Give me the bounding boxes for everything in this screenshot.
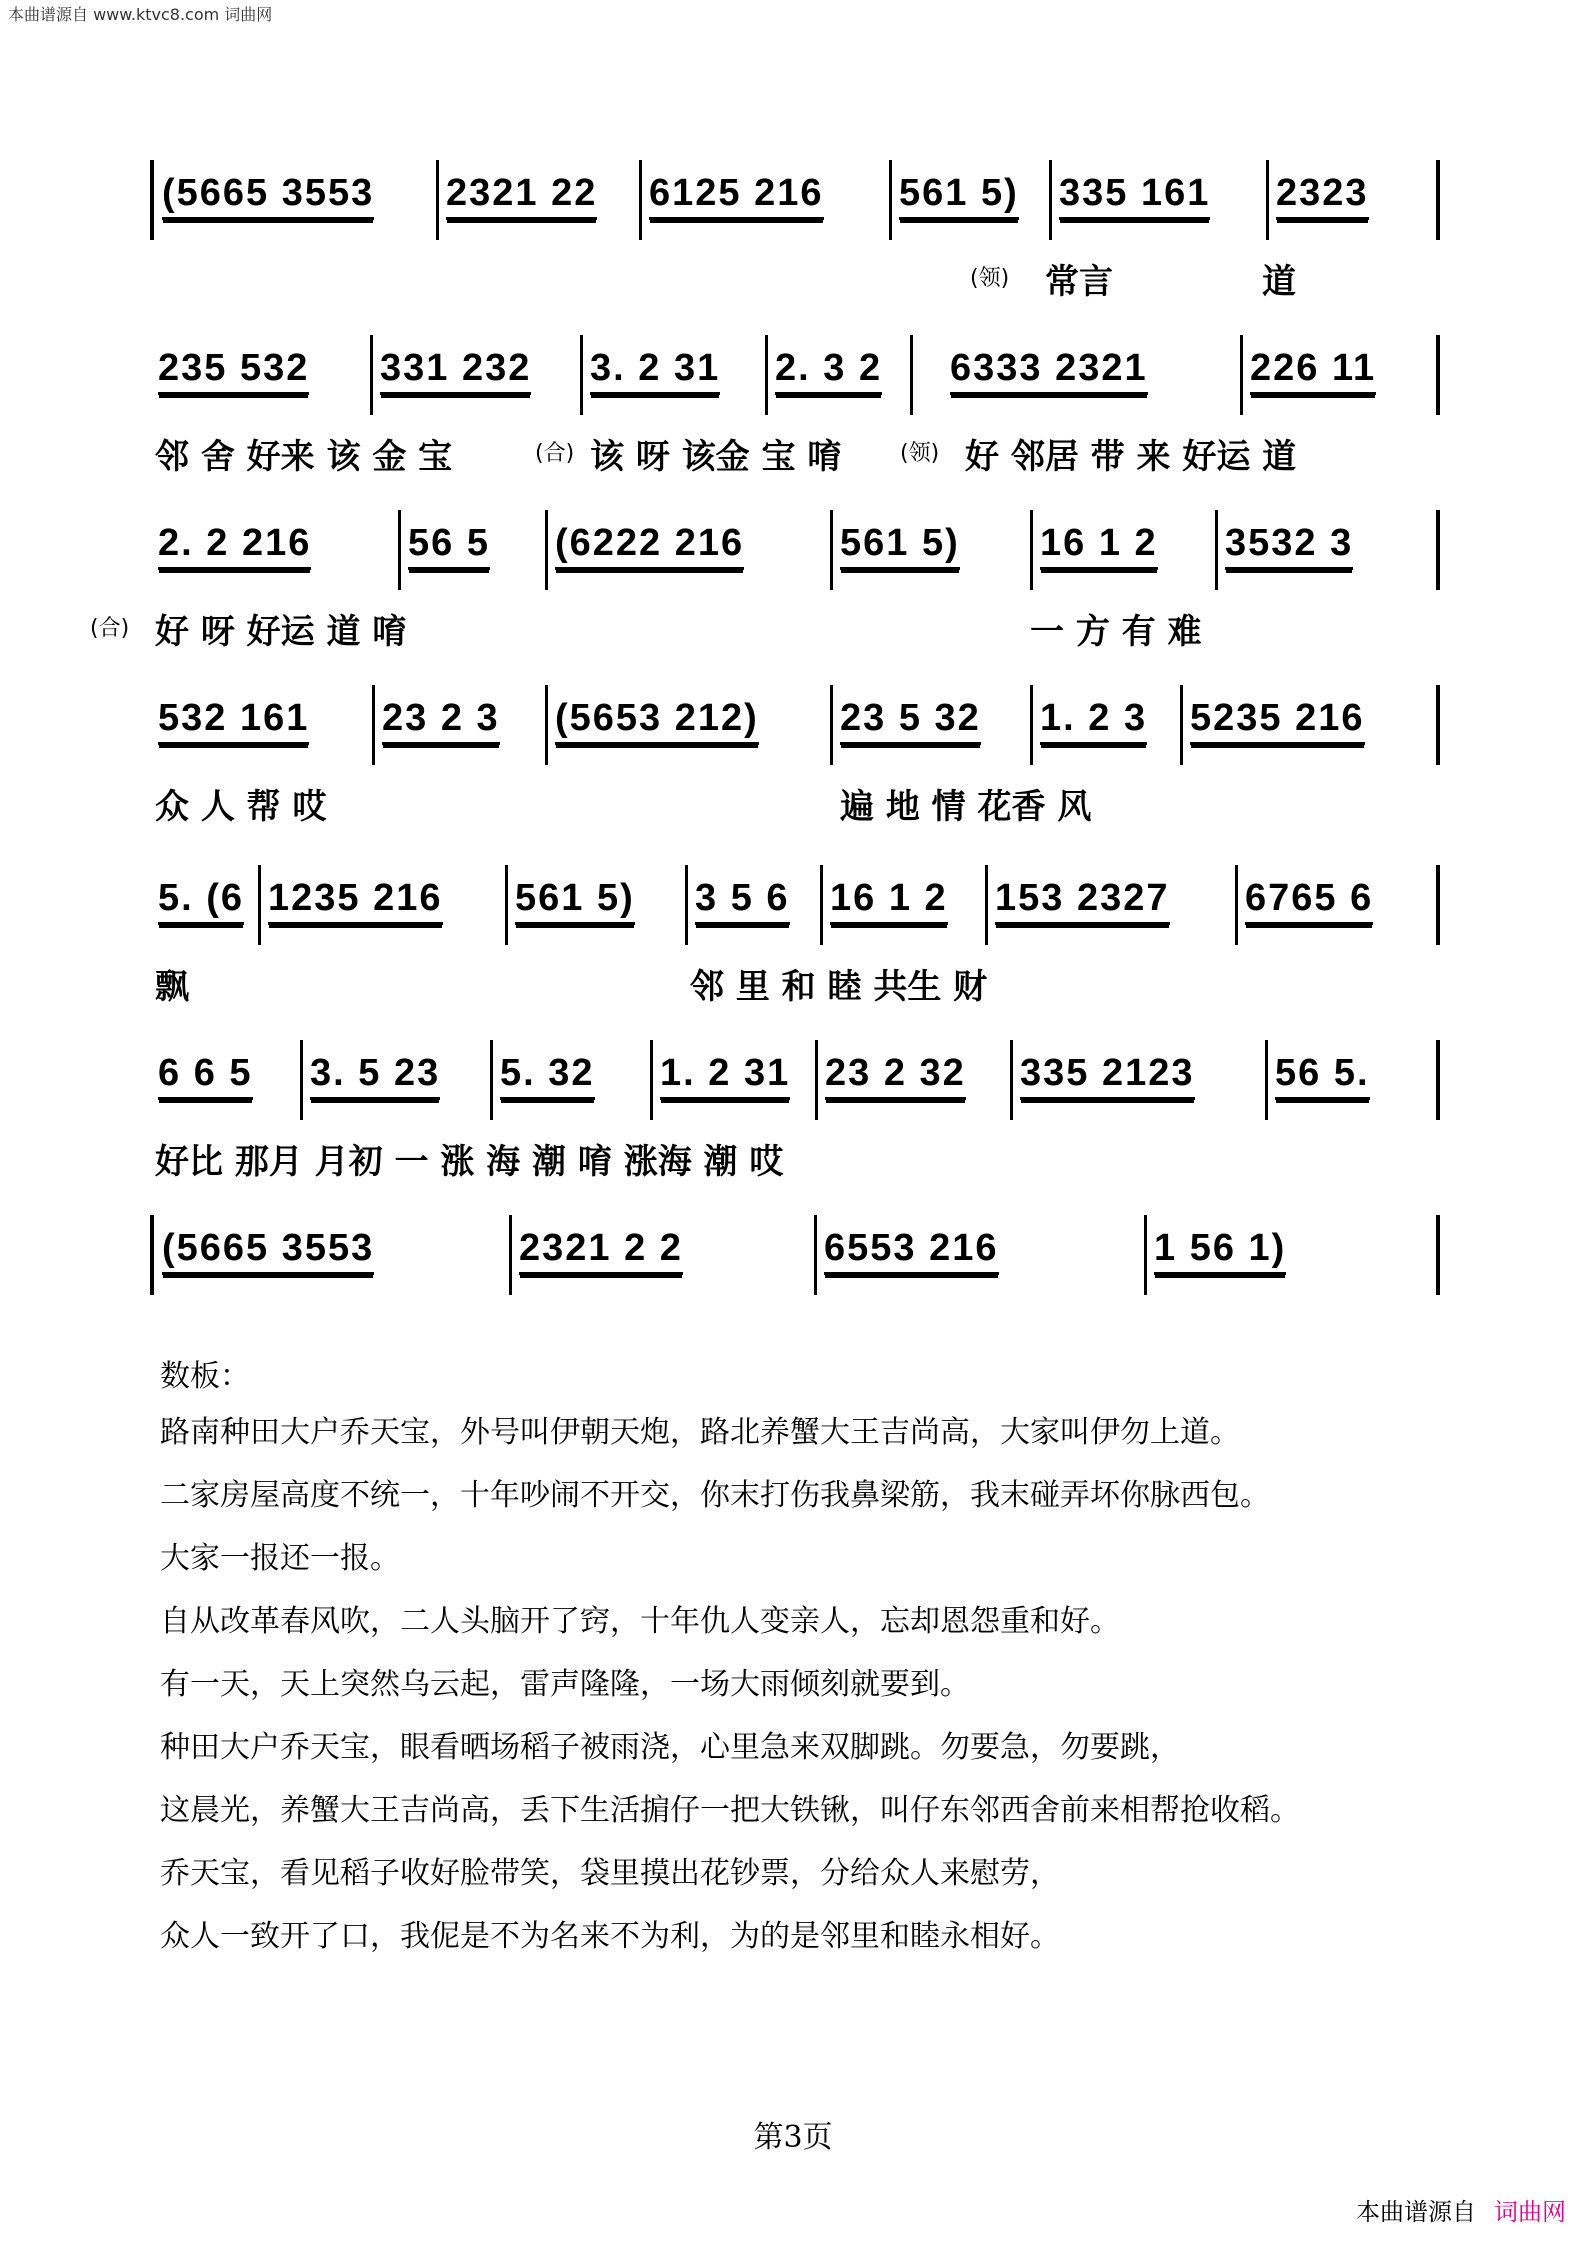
notes-row [150, 160, 1440, 240]
lyrics-row [150, 1134, 1440, 1182]
prose-section [160, 1355, 1440, 1978]
measure: (6222 216 [555, 522, 744, 570]
prose-line: 二家房屋高度不统一，十年吵闹不开交，你末打伤我鼻梁筋，我末碰弄坏你脉西包。 [160, 1478, 1270, 1513]
measure: 56 5. [1275, 1052, 1370, 1100]
prose-line: 自从改革春风吹，二人头脑开了窍，十年仇人变亲人，忘却恩怨重和好。 [160, 1604, 1120, 1639]
measure: 331 232 [380, 347, 531, 395]
notes-row [150, 1215, 1440, 1295]
measure: 335 161 [1059, 172, 1210, 220]
lyric: 邻 里 和 睦 共生 财 [690, 967, 988, 1007]
measure: 6 6 5 [158, 1052, 253, 1100]
measure: 561 5) [899, 172, 1019, 220]
prose-line: 路南种田大户乔天宝，外号叫伊朝天炮，路北养蟹大王吉尚高，大家叫伊勿上道。 [160, 1415, 1240, 1450]
measure: 1. 2 3 [1040, 697, 1147, 745]
measure: (5665 3553 [162, 172, 374, 220]
measure: (5653 212) [555, 697, 759, 745]
lyric: 飘 [155, 967, 189, 1007]
lyric: (合) [535, 441, 575, 466]
score-system-7 [150, 1215, 1440, 1295]
prose-line: 有一天，天上突然乌云起，雷声隆隆，一场大雨倾刻就要到。 [160, 1667, 970, 1702]
measure: 6125 216 [649, 172, 824, 220]
prose-line: 种田大户乔天宝，眼看晒场稻子被雨浇，心里急来双脚跳。勿要急，勿要跳， [160, 1730, 1180, 1765]
measure: 561 5) [515, 877, 635, 925]
measure: 1235 216 [268, 877, 443, 925]
lyrics-row [150, 254, 1440, 302]
measure: 5. (6 [158, 877, 244, 925]
measure: 2321 2 2 [519, 1227, 683, 1275]
measure: 235 532 [158, 347, 309, 395]
measure: 16 1 2 [830, 877, 948, 925]
measure: 2323 [1276, 172, 1369, 220]
lyrics-row [150, 779, 1440, 827]
lyric: 好 呀 好运 道 唷 [155, 612, 407, 652]
source-footer [1356, 2192, 1566, 2227]
measure: 1 56 1) [1154, 1227, 1286, 1275]
measure: 335 2123 [1020, 1052, 1195, 1100]
measure: 226 11 [1250, 347, 1376, 395]
notes-row [150, 1040, 1440, 1120]
lyrics-row [150, 429, 1440, 477]
score-system-1 [150, 160, 1440, 302]
measure: 6553 216 [824, 1227, 999, 1275]
measure: 16 1 2 [1040, 522, 1158, 570]
notes-row [150, 685, 1440, 765]
measure: 1. 2 31 [660, 1052, 790, 1100]
measure: 2321 22 [446, 172, 597, 220]
lyric: 好 邻居 带 来 好运 道 [965, 437, 1297, 477]
notes-row [150, 335, 1440, 415]
notes-row [150, 510, 1440, 590]
prose-line: 众人一致开了口，我伲是不为名来不为利，为的是邻里和睦永相好。 [160, 1919, 1060, 1954]
lyric: 常言 [1045, 262, 1113, 302]
lyric: 该 呀 该金 宝 唷 [590, 437, 842, 477]
measure: 23 2 3 [382, 697, 500, 745]
measure: 6765 6 [1245, 877, 1373, 925]
prose-heading: 数板： [160, 1359, 250, 1394]
source-header: 本曲谱源自 www.ktvc8.com 词曲网 [8, 5, 273, 24]
lyrics-row [150, 959, 1440, 1007]
footer-source-text: 本曲谱源自 [1356, 2198, 1476, 2226]
measure: 153 2327 [995, 877, 1170, 925]
measure: 3 5 6 [695, 877, 790, 925]
lyric: 好比 那月 月初 一 涨 海 潮 唷 涨海 潮 哎 [155, 1142, 784, 1182]
measure: 6333 2321 [950, 347, 1148, 395]
lyrics-row [90, 604, 1440, 652]
lyric: 邻 舍 好来 该 金 宝 [155, 437, 453, 477]
measure: 561 5) [840, 522, 960, 570]
measure: 5. 32 [500, 1052, 595, 1100]
lyric: 遍 地 情 花香 风 [840, 787, 1092, 827]
score-system-3 [90, 510, 1440, 652]
measure: 3532 3 [1225, 522, 1353, 570]
measure: (5665 3553 [162, 1227, 374, 1275]
measure: 56 5 [408, 522, 490, 570]
lyric: 一 方 有 难 [1030, 612, 1202, 652]
lyric: 道 [1262, 262, 1296, 302]
score-system-6 [150, 1040, 1440, 1182]
measure: 2. 2 216 [158, 522, 311, 570]
prose-line: 乔天宝，看见稻子收好脸带笑，袋里摸出花钞票，分给众人来慰劳， [160, 1856, 1060, 1891]
measure: 23 2 32 [825, 1052, 966, 1100]
score-system-2 [150, 335, 1440, 477]
score-system-5 [150, 865, 1440, 1007]
page-number: 第3页 [753, 2120, 833, 2155]
lyric: (领) [970, 266, 1010, 291]
measure: 3. 2 31 [590, 347, 720, 395]
prose-line: 这晨光，养蟹大王吉尚高，丢下生活掮仔一把大铁锹，叫仔东邻西舍前来相帮抢收稻。 [160, 1793, 1300, 1828]
lyric: 众 人 帮 哎 [155, 787, 327, 827]
measure: 5235 216 [1190, 697, 1365, 745]
measure: 2. 3 2 [775, 347, 882, 395]
lyric: (领) [900, 441, 940, 466]
notes-row [150, 865, 1440, 945]
measure: 532 161 [158, 697, 309, 745]
measure: 3. 5 23 [310, 1052, 440, 1100]
score-system-4 [150, 685, 1440, 827]
prose-line: 大家一报还一报。 [160, 1541, 400, 1576]
footer-brand: 词曲网 [1494, 2198, 1566, 2226]
measure: 23 5 32 [840, 697, 981, 745]
lyric: (合) [90, 616, 130, 641]
